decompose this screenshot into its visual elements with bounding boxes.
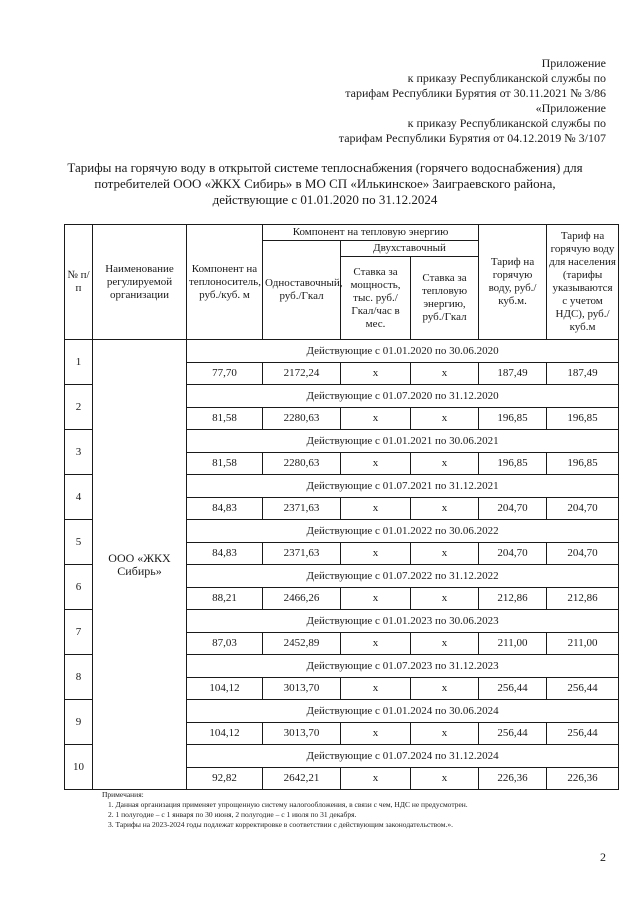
period-label: Действующие с 01.01.2021 по 30.06.2021 [187, 430, 619, 453]
row-number: 1 [65, 340, 93, 385]
tariff-population-value: 211,00 [547, 633, 619, 655]
energy-value: х [411, 363, 479, 385]
period-label: Действующие с 01.01.2020 по 30.06.2020 [187, 340, 619, 363]
tariff-population-value: 256,44 [547, 723, 619, 745]
title-line: Тарифы на горячую воду в открытой системе теплоснабжения (горячего водоснабжения) для [67, 160, 583, 175]
header-heat-group: Компонент на тепловую энергию [263, 225, 479, 241]
period-label: Действующие с 01.07.2020 по 31.12.2020 [187, 385, 619, 408]
header-energy-rate: Ставка за тепловую энергию, руб./Гкал [411, 257, 479, 340]
tariff-value: 204,70 [479, 498, 547, 520]
energy-value: х [411, 543, 479, 565]
row-number: 10 [65, 745, 93, 790]
period-label: Действующие с 01.07.2022 по 31.12.2022 [187, 565, 619, 588]
single-rate-value: 2172,24 [263, 363, 341, 385]
capacity-value: х [341, 453, 411, 475]
tariff-value: 256,44 [479, 723, 547, 745]
appendix-line: тарифам Республики Бурятия от 30.11.2021 № 3/86 [345, 86, 606, 100]
energy-value: х [411, 678, 479, 700]
tariff-value: 196,85 [479, 408, 547, 430]
capacity-value: х [341, 363, 411, 385]
period-label: Действующие с 01.07.2021 по 31.12.2021 [187, 475, 619, 498]
carrier-value: 84,83 [187, 543, 263, 565]
tariff-population-value: 256,44 [547, 678, 619, 700]
tariff-value: 187,49 [479, 363, 547, 385]
tariff-value: 211,00 [479, 633, 547, 655]
appendix-line: Приложение [541, 56, 606, 70]
organization-name: ООО «ЖКХ Сибирь» [93, 340, 187, 790]
row-number: 8 [65, 655, 93, 700]
single-rate-value: 2280,63 [263, 408, 341, 430]
single-rate-value: 2280,63 [263, 453, 341, 475]
title-line: потребителей ООО «ЖКХ Сибирь» в МО СП «Илькинское» Заиграевского района, [94, 176, 556, 191]
capacity-value: х [341, 408, 411, 430]
appendix-line: к приказу Республиканской службы по [407, 116, 606, 130]
tariff-value: 256,44 [479, 678, 547, 700]
header-tariff-population: Тариф на горячую воду для населения (тарифы указываются с учетом НДС), руб./куб.м [547, 225, 619, 340]
header-carrier: Компонент на теплоноситель, руб./куб. м [187, 225, 263, 340]
note-item: 2. 1 полугодие – с 1 января по 30 июня, 2 полугодие – с 1 июля по 31 декабря. [108, 810, 357, 819]
appendix-line: тарифам Республики Бурятия от 04.12.2019 № 3/107 [338, 131, 606, 145]
energy-value: х [411, 633, 479, 655]
notes [102, 790, 608, 830]
period-label: Действующие с 01.07.2023 по 31.12.2023 [187, 655, 619, 678]
capacity-value: х [341, 588, 411, 610]
single-rate-value: 2371,63 [263, 498, 341, 520]
capacity-value: х [341, 678, 411, 700]
energy-value: х [411, 723, 479, 745]
appendix-line: «Приложение [535, 101, 606, 115]
page-number: 2 [600, 850, 606, 864]
capacity-value: х [341, 768, 411, 790]
row-number: 4 [65, 475, 93, 520]
energy-value: х [411, 498, 479, 520]
note-item: 3. Тарифы на 2023-2024 годы подлежат корректировке в соответствии с действующим законодательством.». [108, 820, 453, 829]
energy-value: х [411, 768, 479, 790]
row-number: 7 [65, 610, 93, 655]
row-number: 6 [65, 565, 93, 610]
tariff-population-value: 196,85 [547, 453, 619, 475]
carrier-value: 104,12 [187, 723, 263, 745]
header-capacity-rate: Ставка за мощность, тыс. руб./Гкал/час в мес. [341, 257, 411, 340]
tariff-population-value: 212,86 [547, 588, 619, 610]
carrier-value: 81,58 [187, 453, 263, 475]
single-rate-value: 3013,70 [263, 678, 341, 700]
title-line: действующие с 01.01.2020 по 31.12.2024 [212, 192, 438, 207]
period-label: Действующие с 01.01.2023 по 30.06.2023 [187, 610, 619, 633]
carrier-value: 81,58 [187, 408, 263, 430]
capacity-value: х [341, 723, 411, 745]
capacity-value: х [341, 633, 411, 655]
tariff-population-value: 226,36 [547, 768, 619, 790]
tariff-population-value: 187,49 [547, 363, 619, 385]
header-org: Наименование регулируемой организации [93, 225, 187, 340]
note-item: 1. Данная организация применяет упрощенную систему налогообложения, в связи с чем, НДС не предусмотрен. [108, 800, 468, 809]
header-two-part: Двухставочный [341, 241, 479, 257]
period-label: Действующие с 01.01.2024 по 30.06.2024 [187, 700, 619, 723]
row-number: 2 [65, 385, 93, 430]
period-label: Действующие с 01.07.2024 по 31.12.2024 [187, 745, 619, 768]
appendix-header [266, 56, 606, 146]
single-rate-value: 2452,89 [263, 633, 341, 655]
carrier-value: 88,21 [187, 588, 263, 610]
carrier-value: 87,03 [187, 633, 263, 655]
header-num: № п/п [65, 225, 93, 340]
header-single-rate: Одноставочный, руб./Гкал [263, 241, 341, 340]
tariff-value: 226,36 [479, 768, 547, 790]
notes-heading: Примечания: [102, 790, 144, 799]
tariff-population-value: 204,70 [547, 498, 619, 520]
tariff-population-value: 196,85 [547, 408, 619, 430]
single-rate-value: 2466,26 [263, 588, 341, 610]
energy-value: х [411, 588, 479, 610]
carrier-value: 77,70 [187, 363, 263, 385]
tariff-value: 212,86 [479, 588, 547, 610]
header-tariff: Тариф на горячую воду, руб./куб.м. [479, 225, 547, 340]
single-rate-value: 2642,21 [263, 768, 341, 790]
document-title [60, 160, 590, 208]
single-rate-value: 3013,70 [263, 723, 341, 745]
appendix-line: к приказу Республиканской службы по [407, 71, 606, 85]
capacity-value: х [341, 498, 411, 520]
tariff-value: 204,70 [479, 543, 547, 565]
row-number: 3 [65, 430, 93, 475]
period-label: Действующие с 01.01.2022 по 30.06.2022 [187, 520, 619, 543]
row-number: 5 [65, 520, 93, 565]
carrier-value: 104,12 [187, 678, 263, 700]
tariff-table [64, 224, 619, 790]
tariff-population-value: 204,70 [547, 543, 619, 565]
carrier-value: 84,83 [187, 498, 263, 520]
tariff-value: 196,85 [479, 453, 547, 475]
energy-value: х [411, 453, 479, 475]
single-rate-value: 2371,63 [263, 543, 341, 565]
energy-value: х [411, 408, 479, 430]
carrier-value: 92,82 [187, 768, 263, 790]
row-number: 9 [65, 700, 93, 745]
capacity-value: х [341, 543, 411, 565]
